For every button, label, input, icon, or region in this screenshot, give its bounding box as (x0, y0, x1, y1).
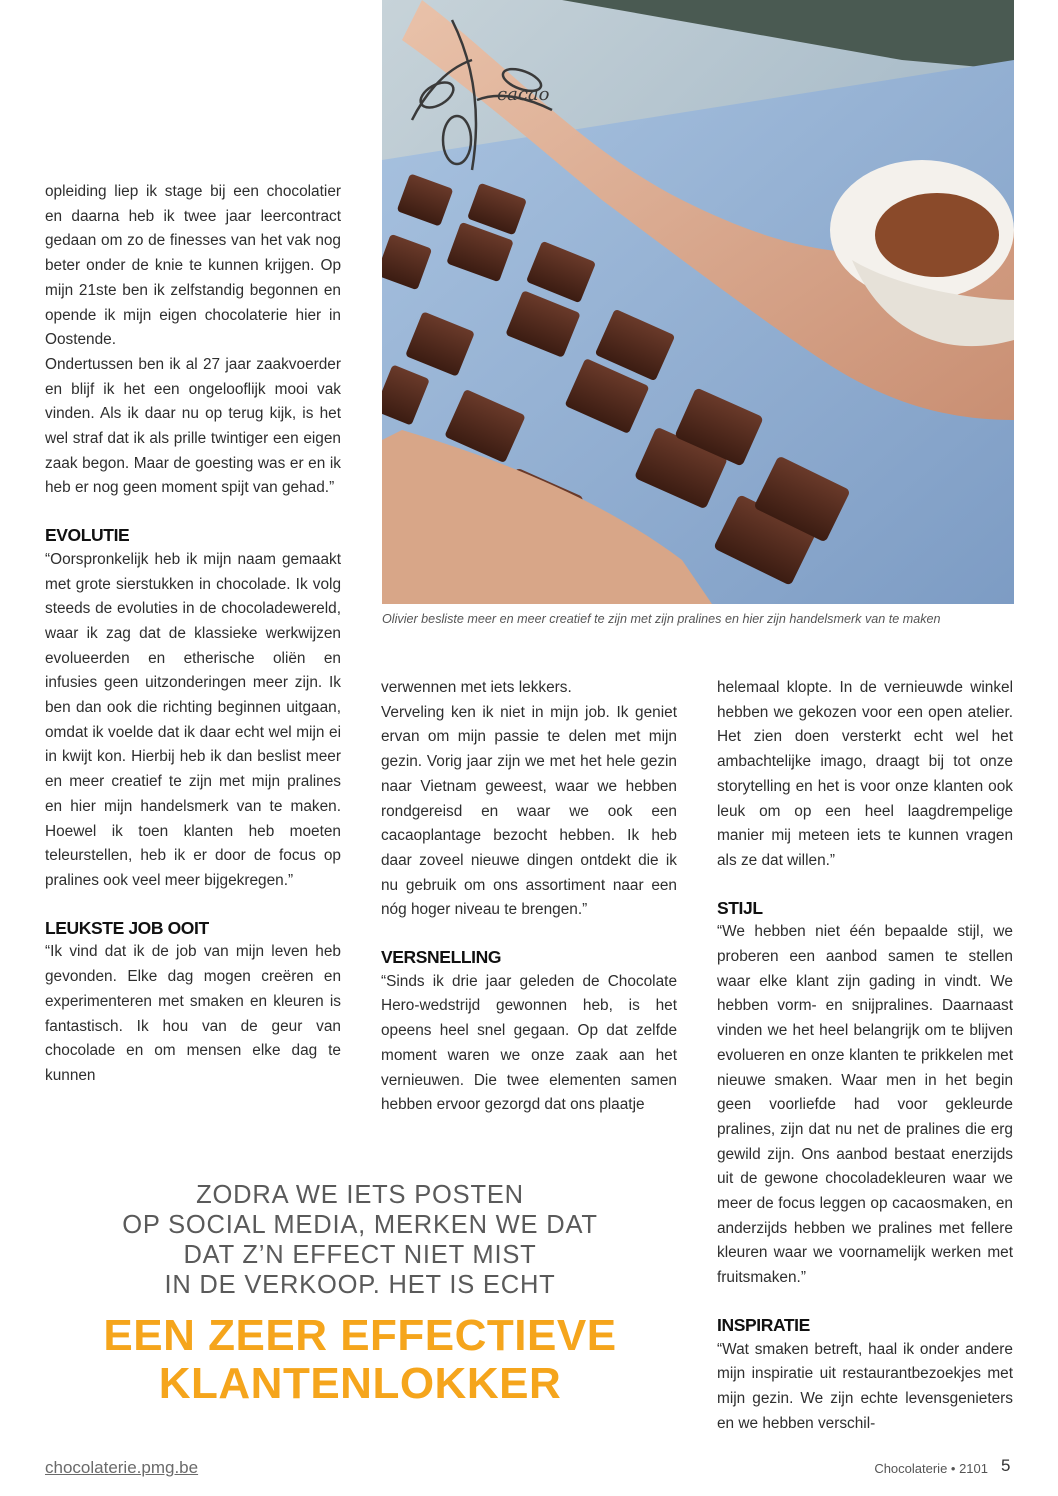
pull-quote-highlight: EEN ZEER EFFECTIEVE (103, 1311, 617, 1360)
tattoo-text: cacao (497, 84, 550, 105)
page-number: 5 (1001, 1456, 1011, 1475)
pull-quote-line: ZODRA WE IETS POSTEN (196, 1181, 524, 1209)
footer-magazine-issue: Chocolaterie • 2101 (874, 1461, 988, 1476)
heading-stijl: STIJL (717, 897, 763, 918)
pull-quote-highlight: KLANTENLOKKER (158, 1359, 562, 1408)
footer-url-link[interactable]: chocolaterie.pmg.be (45, 1458, 199, 1477)
heading-versnelling: VERSNELLING (381, 947, 502, 968)
article-column-2 (381, 676, 677, 1118)
versnelling-paragraph: “Sinds ik drie jaar geleden de Chocolate Hero-wedstrijd gewonnen heb, is het opeens heel snel gegaan. Op dat zelfde moment waren we onze zaak aan het vernieuwen. Die twee elementen samen hebben ervoor gezorgd dat ons plaatje (381, 972, 677, 1114)
leukste-paragraph: “Ik vind dat ik de job van mijn leven heb gevonden. Elke dag mogen creëren en experimenteren met smaken en kleuren is fantastisch. Ik hou van de geur van chocolade en om mensen elke dag te kunnen (45, 943, 341, 1084)
intro-paragraph-1: opleiding liep ik stage bij een chocolatier en daarna heb ik twee jaar leercontract gedaan om zo de finesses van het vak nog beter onder de knie te kunnen krijgen. Op mijn 21ste ben ik zelfstandig begonnen en opende ik mijn eigen chocolaterie hier in Oostende. (45, 183, 341, 349)
col3-paragraph-1: helemaal klopte. In de vernieuwde winkel hebben we gekozen voor een open atelier. Het zien doen versterkt echt wel het ambachtelijke imago, draagt bij tot onze storytelling en het is voor onze klanten ook leuk om op een heel laagdrempelige manier mij meteen iets te kunnen vragen als ze dat willen.” (717, 679, 1013, 869)
col2-paragraph-1: verwennen met iets lekkers. (381, 679, 572, 696)
evolutie-paragraph: “Oorspronkelijk heb ik mijn naam gemaakt met grote sierstukken in chocolade. Ik volg steeds de evoluties in de chocoladewereld, waar ik zag dat de klassieke werkwijzen evolueerden en etherische oliën en infusies geen uitzonderingen meer zijn. Ik ben dan ook die richting beginnen uitgaan, omdat ik voelde dat ik daar echt wel mijn ei in kwijt kon. Hierbij heb ik dan beslist meer en meer creatief te zijn met mijn pralines en hier mijn handelsmerk van te maken. Hoewel ik toen klanten heb moeten teleurstellen, heb ik er door de focus op pralines ook veel meer bijgekregen.” (45, 550, 341, 889)
article-column-1 (45, 180, 341, 1089)
praline-photo (382, 0, 1014, 604)
heading-evolutie: EVOLUTIE (45, 525, 130, 546)
article-column-3 (717, 676, 1013, 1436)
photo-caption: Olivier besliste meer en meer creatief te zijn met zijn pralines en hier zijn handelsmerk van te maken (382, 612, 941, 626)
heading-inspiratie: INSPIRATIE (717, 1314, 810, 1335)
pull-quote-line: OP SOCIAL MEDIA, MERKEN WE DAT (122, 1211, 598, 1239)
col2-paragraph-2: Verveling ken ik niet in mijn job. Ik geniet ervan om mijn passie te delen met mijn gezin. Vorig jaar zijn we met het hele gezin naar Vietnam geweest, waar we hebben rondgereisd en waar we ook een cacaoplantage bezocht hebben. Ik heb daar zoveel nieuwe dingen ontdekt die ik nu gebruik om ons assortiment naar een nóg hoger niveau te brengen.” (381, 703, 677, 919)
stijl-paragraph: “We hebben niet één bepaalde stijl, we proberen een aanbod samen te stellen waar elke klant zijn gading in vindt. We hebben vorm- en snijpralines. Daarnaast vinden we het heel belangrijk om te blijven evolueren en onze klanten te prikkelen met nieuwe smaken. Waar men in het begin geen voorliefde had voor gekleurde pralines, zijn dat nu net de pralines die erg gewild zijn. Ons aanbod bestaat enerzijds uit de gewone chocoladekleuren waar we meer de focus leggen op cacaosmaken, en anderzijds hebben we pralines met fellere kleuren waar we voornamelijk werken met fruitsmaken.” (717, 923, 1013, 1287)
pull-quote (70, 1180, 650, 1408)
heading-leukste-job: LEUKSTE JOB OOIT (45, 917, 209, 938)
pull-quote-line: IN DE VERKOOP. HET IS ECHT (164, 1271, 556, 1299)
intro-paragraph-2: Ondertussen ben ik al 27 jaar zaakvoerder en blijf ik het een ongelooflijk mooi vak vinden. Als ik daar nu op terug kijk, is het wel straf dat ik als prille twintiger een eigen zaak begon. Maar de goesting was er en ik heb er nog geen moment spijt van gehad.” (45, 355, 341, 497)
inspiratie-paragraph: “Wat smaken betreft, haal ik onder andere mijn inspiratie uit restaurantbezoekjes met mijn gezin. We zijn echte levensgenieters en we hebben verschil- (717, 1340, 1013, 1432)
pull-quote-line: DAT Z’N EFFECT NIET MIST (183, 1241, 537, 1269)
